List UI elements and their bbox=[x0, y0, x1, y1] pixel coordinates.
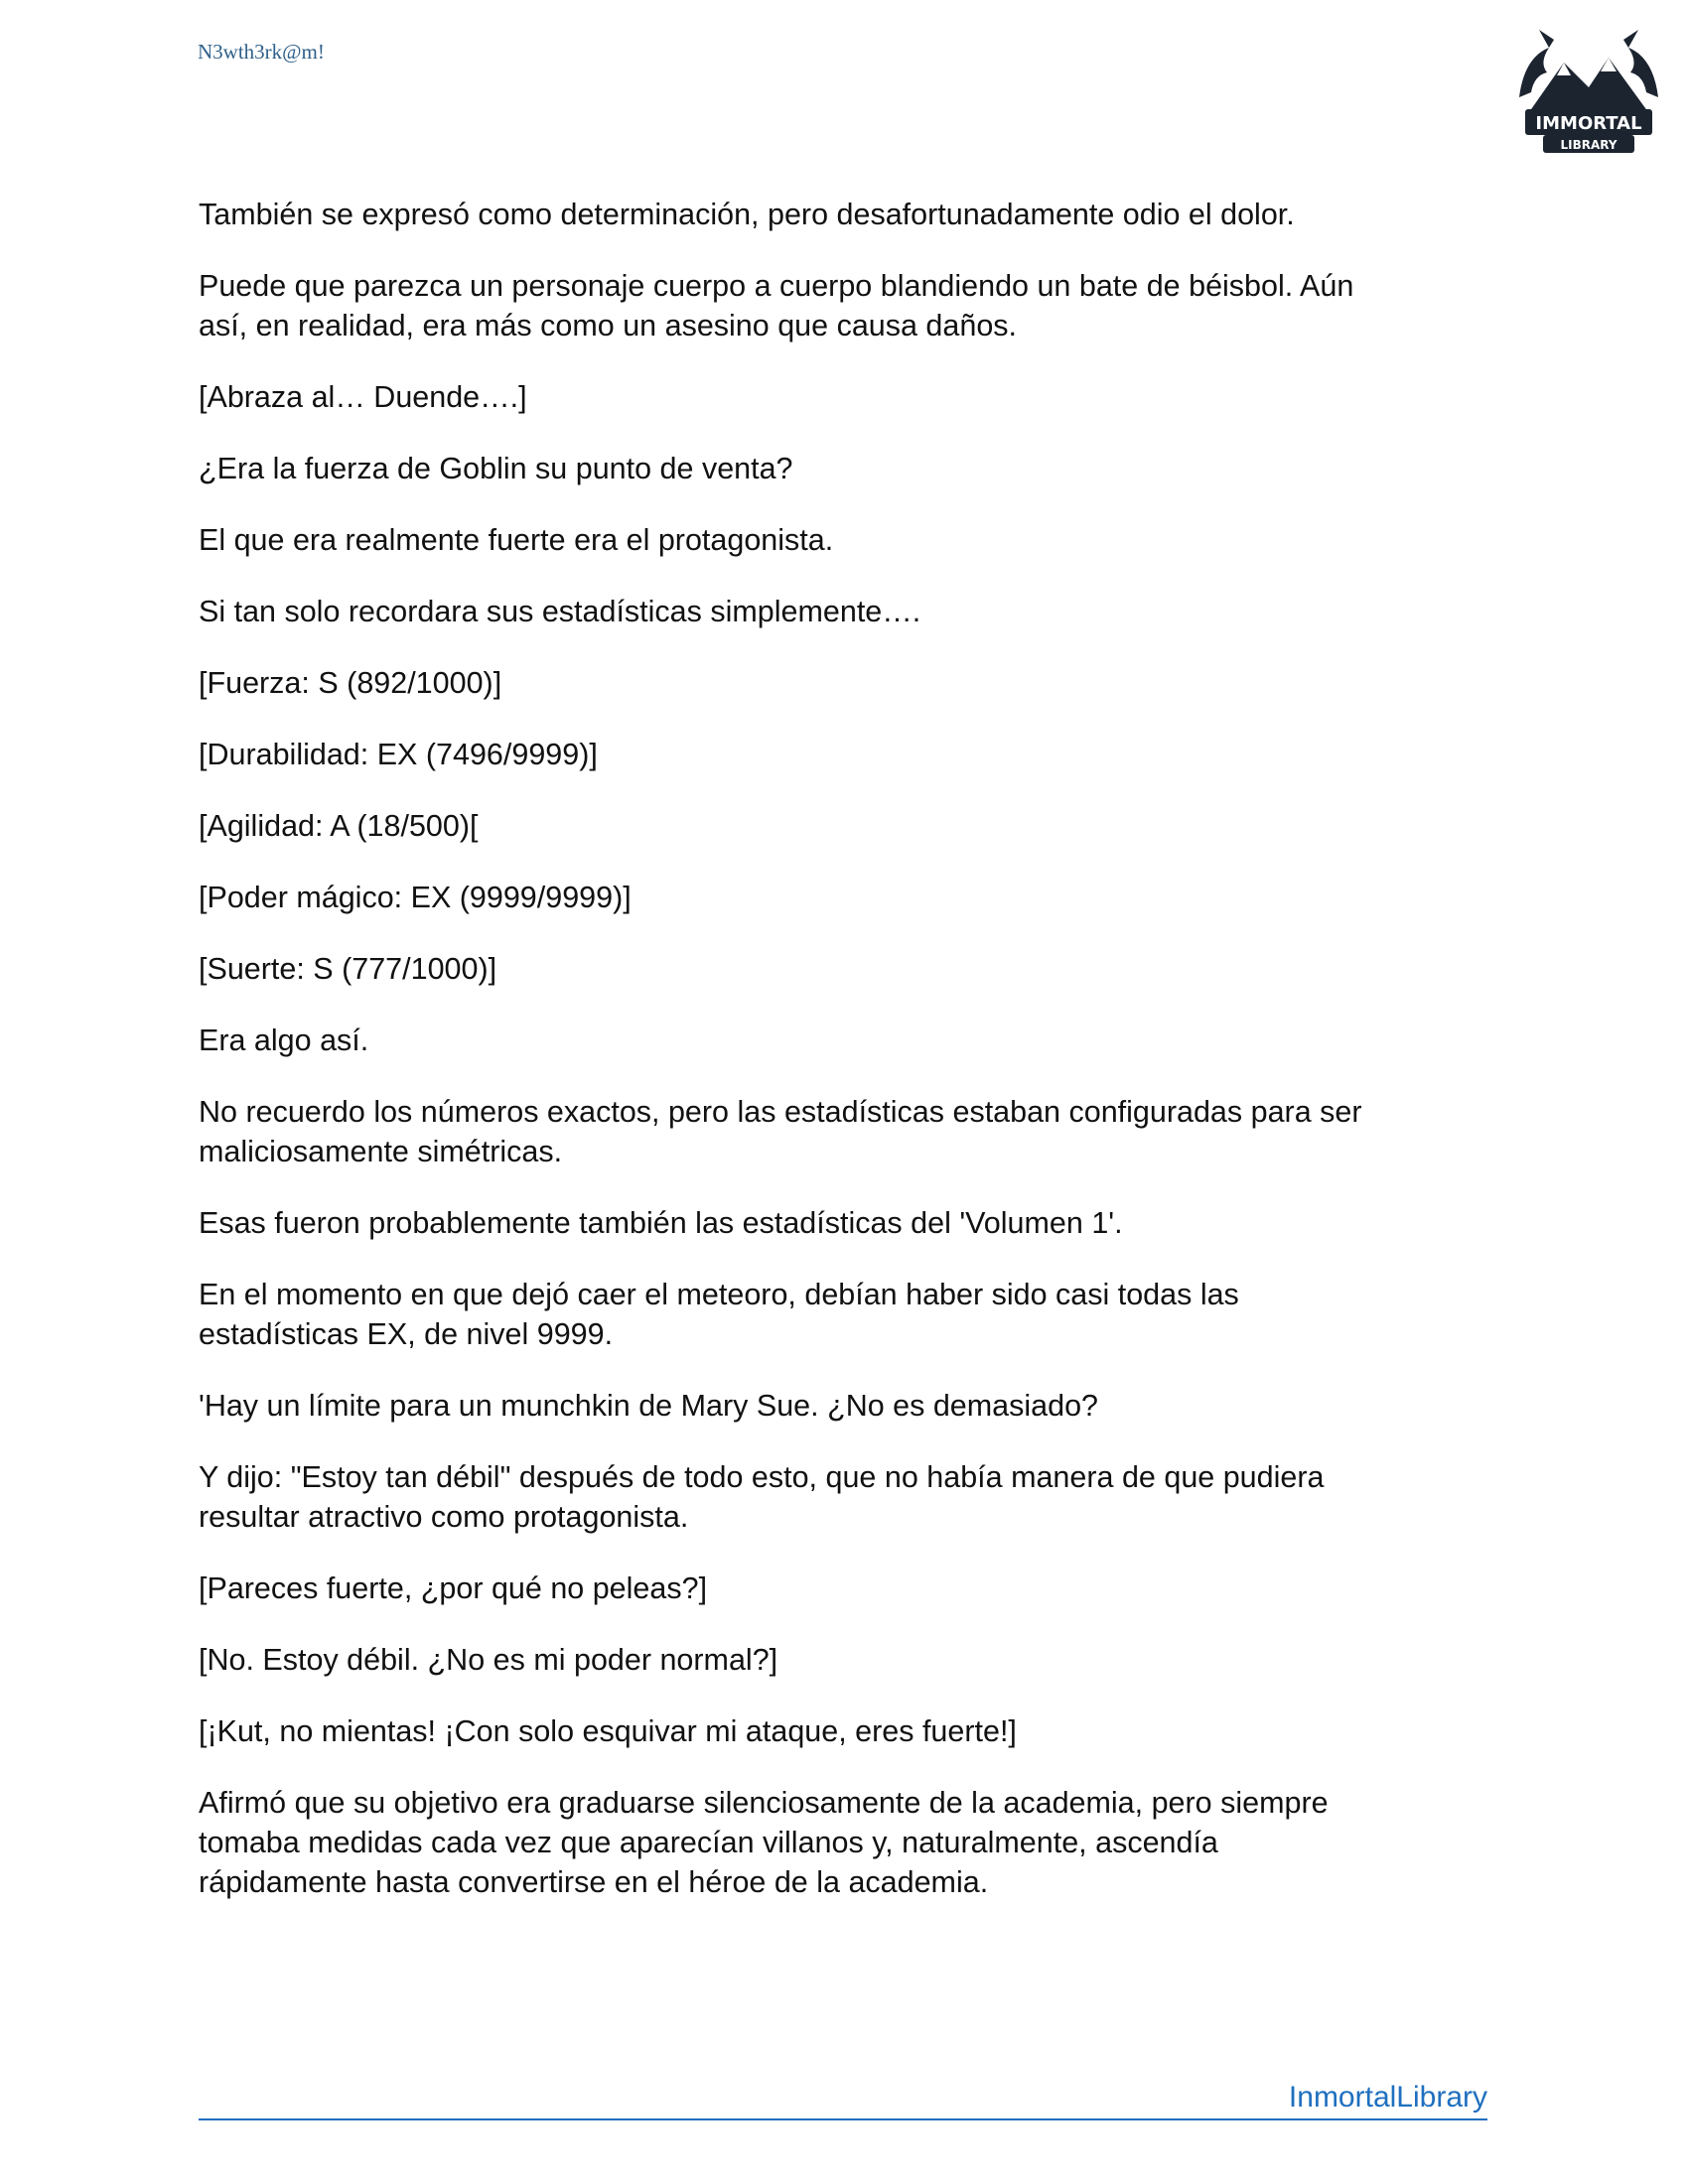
document-body bbox=[199, 195, 1489, 1934]
immortal-library-logo bbox=[1509, 18, 1668, 167]
dialogue-line: [No. Estoy débil. ¿No es mi poder normal?] bbox=[199, 1643, 778, 1677]
stat-line-durability: [Durabilidad: EX (7496/9999)] bbox=[199, 738, 598, 771]
paragraph: En el momento en que dejó caer el meteoro, debían haber sido casi todas las estadísticas EX, de nivel 9999. bbox=[199, 1278, 1239, 1351]
paragraph: También se expresó como determinación, pero desafortunadamente odio el dolor. bbox=[199, 198, 1295, 231]
footer-divider bbox=[199, 2118, 1487, 2120]
paragraph: El que era realmente fuerte era el protagonista. bbox=[199, 523, 834, 557]
paragraph: [Abraza al… Duende….] bbox=[199, 380, 527, 414]
dialogue-line: [¡Kut, no mientas! ¡Con solo esquivar mi ataque, eres fuerte!] bbox=[199, 1714, 1017, 1748]
paragraph: ¿Era la fuerza de Goblin su punto de venta? bbox=[199, 452, 793, 485]
dialogue-line: [Pareces fuerte, ¿por qué no peleas?] bbox=[199, 1571, 708, 1605]
paragraph: Y dijo: "Estoy tan débil" después de todo esto, que no había manera de que pudiera resultar atractivo como protagonista. bbox=[199, 1460, 1325, 1534]
stat-line-agility: [Agilidad: A (18/500)[ bbox=[199, 809, 479, 843]
stat-line-luck: [Suerte: S (777/1000)] bbox=[199, 952, 497, 986]
logo-text-bottom: LIBRARY bbox=[1560, 138, 1618, 152]
paragraph: Era algo así. bbox=[199, 1024, 369, 1057]
stat-line-magic-power: [Poder mágico: EX (9999/9999)] bbox=[199, 881, 632, 914]
stat-line-strength: [Fuerza: S (892/1000)] bbox=[199, 666, 502, 700]
paragraph: Puede que parezca un personaje cuerpo a cuerpo blandiendo un bate de béisbol. Aún así, en realidad, era más como un asesino que causa daños. bbox=[199, 269, 1354, 342]
logo-text-top: IMMORTAL bbox=[1535, 113, 1642, 134]
paragraph: 'Hay un límite para un munchkin de Mary Sue. ¿No es demasiado? bbox=[199, 1389, 1099, 1423]
paragraph: Afirmó que su objetivo era graduarse silenciosamente de la academia, pero siempre tomaba medidas cada vez que aparecían villanos y, naturalmente, ascendía rápidamente hasta convertirse en el héroe de la academia. bbox=[199, 1786, 1329, 1899]
paragraph: No recuerdo los números exactos, pero las estadísticas estaban configuradas para ser maliciosamente simétricas. bbox=[199, 1095, 1362, 1168]
paragraph: Esas fueron probablemente también las estadísticas del 'Volumen 1'. bbox=[199, 1206, 1123, 1240]
header-author: N3wth3rk@m! bbox=[198, 40, 325, 64]
footer-link[interactable]: InmortalLibrary bbox=[1288, 2081, 1487, 2114]
paragraph: Si tan solo recordara sus estadísticas simplemente…. bbox=[199, 595, 921, 628]
